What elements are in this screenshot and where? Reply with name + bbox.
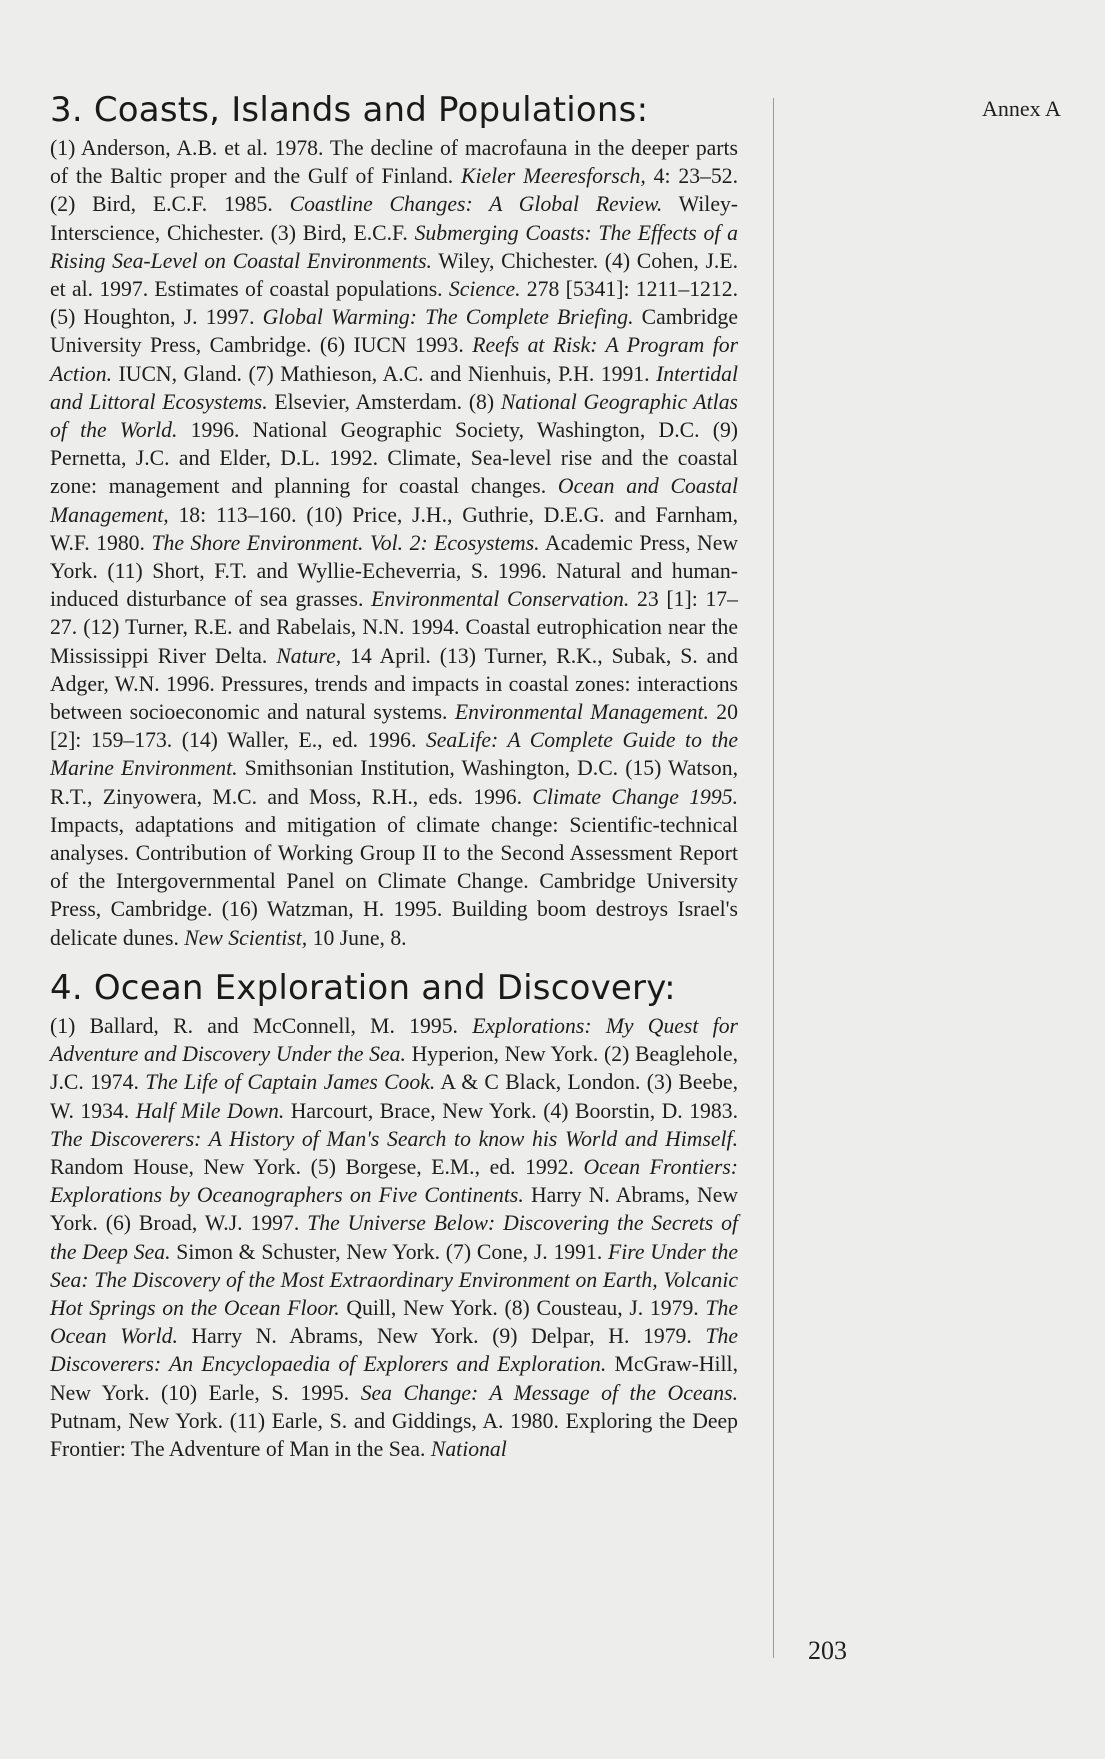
ref-text: 23 [1]: 17–27. (12) Turner, R.E. and Rabelais, N.N. 1994. Coastal eutrophication near the Mississippi River Delta.: [50, 587, 738, 668]
ref-text: Wiley-Interscience, Chichester. (3) Bird, E.C.F.: [50, 192, 739, 245]
references-ocean-exploration: [50, 1012, 738, 1463]
ref-text: 278 [5341]: 1211–1212. (5) Houghton, J. 1997.: [50, 277, 738, 330]
ref-text: 10 June, 8.: [307, 925, 407, 950]
ref-text: Impacts, adaptations and mitigation of climate change: Scientific-technical analyses. Contribution of Working Group II to the Second Assessment Report of the Intergovernmental Panel on Climate Change. Cambridge University Press, Cambridge. (16) Watzman, H. 1995. Building boom destroys Israel's delicate dunes.: [50, 812, 738, 950]
ref-title: Coastline Changes: A Global Review.: [289, 192, 663, 217]
ref-title: New Scientist,: [184, 925, 308, 950]
ref-text: (1) Anderson, A.B. et al. 1978. The decline of macrofauna in the deeper parts of the Baltic proper and the Gulf of Finland.: [50, 136, 738, 189]
ref-title: National Geographic Atlas of the World.: [50, 389, 738, 443]
ref-text: Harry N. Abrams, New York. (9) Delpar, H. 1979.: [177, 1324, 706, 1349]
ref-text: McGraw-Hill, New York. (10) Earle, S. 1995.: [50, 1352, 739, 1405]
ref-text: 4: 23–52. (2) Bird, E.C.F. 1985.: [50, 164, 738, 217]
ref-title: The Universe Below: Discovering the Secrets of the Deep Sea.: [50, 1211, 738, 1264]
ref-title: National: [430, 1436, 507, 1461]
ref-title: Global Warming: The Complete Briefing.: [262, 305, 634, 330]
page-number: 203: [808, 1636, 847, 1665]
section-heading-ocean-exploration: 4. Ocean Exploration and Discovery:: [50, 967, 676, 1008]
column-divider: [773, 98, 774, 1658]
running-header-annex: Annex A: [982, 96, 1061, 121]
ref-text: (1) Ballard, R. and McConnell, M. 1995.: [50, 1013, 473, 1038]
ref-title: The Ocean World.: [50, 1295, 738, 1349]
ref-title: Fire Under the Sea: The Discovery of the Most Extraordinary Environment on Earth, Volcanic Hot Springs on the Ocean Floor.: [50, 1239, 738, 1320]
ref-text: Harcourt, Brace, New York. (4) Boorstin, D. 1983.: [284, 1098, 738, 1123]
ref-text: Smithsonian Institution, Washington, D.C. (15) Watson, R.T., Zinyowera, M.C. and Moss, R.H., eds. 1996.: [50, 756, 738, 809]
ref-text: A & C Black, London. (3) Beebe, W. 1934.: [50, 1070, 738, 1123]
ref-title: Ocean Frontiers: Explorations by Oceanographers on Five Continents.: [50, 1154, 738, 1208]
ref-text: Harry N. Abrams, New York. (6) Broad, W.J. 1997.: [50, 1183, 739, 1236]
ref-title: Kieler Meeresforsch,: [461, 164, 646, 189]
ref-title: Reefs at Risk: A Program for Action.: [50, 333, 739, 386]
ref-title: The Life of Captain James Cook.: [145, 1070, 436, 1095]
ref-text: Cambridge University Press, Cambridge. (6) IUCN 1993.: [50, 305, 738, 358]
ref-text: 20 [2]: 159–173. (14) Waller, E., ed. 1996.: [50, 700, 738, 753]
ref-text: 1996. National Geographic Society, Washington, D.C. (9) Pernetta, J.C. and Elder, D.L. 1992. Climate, Sea-level rise and the coastal zone: management and planning for coastal changes.: [50, 418, 739, 499]
ref-text: Elsevier, Amsterdam. (8): [267, 389, 501, 414]
ref-title: Environmental Conservation.: [371, 587, 630, 612]
ref-title: Nature,: [276, 643, 342, 668]
ref-title: Ocean and Coastal Management,: [50, 474, 738, 527]
ref-title: Environmental Management.: [454, 700, 709, 725]
ref-text: Hyperion, New York. (2) Beaglehole, J.C. 1974.: [50, 1042, 738, 1095]
ref-title: SeaLife: A Complete Guide to the Marine Environment.: [50, 728, 738, 781]
ref-title: Half Mile Down.: [135, 1098, 285, 1123]
ref-title: Sea Change: A Message of the Oceans.: [360, 1380, 738, 1405]
section-heading-coasts: 3. Coasts, Islands and Populations:: [50, 90, 649, 130]
ref-title: Science.: [448, 277, 521, 302]
ref-text: Simon & Schuster, New York. (7) Cone, J. 1991.: [170, 1239, 609, 1264]
ref-text: IUCN, Gland. (7) Mathieson, A.C. and Nienhuis, P.H. 1991.: [112, 361, 657, 386]
references-coasts: [50, 134, 738, 952]
main-column: [50, 88, 738, 1463]
ref-text: Quill, New York. (8) Cousteau, J. 1979.: [339, 1295, 706, 1320]
ref-title: Submerging Coasts: The Effects of a Rising Sea-Level on Coastal Environments.: [50, 220, 738, 273]
ref-text: Putnam, New York. (11) Earle, S. and Giddings, A. 1980. Exploring the Deep Frontier: The Adventure of Man in the Sea.: [50, 1408, 738, 1461]
ref-title: Intertidal and Littoral Ecosystems.: [50, 361, 738, 414]
ref-title: The Shore Environment. Vol. 2: Ecosystems.: [151, 530, 540, 555]
ref-text: 14 April. (13) Turner, R.K., Subak, S. and Adger, W.N. 1996. Pressures, trends and impacts in coastal zones: interactions between socioeconomic and natural systems.: [50, 643, 738, 725]
ref-title: The Discoverers: A History of Man's Search to know his World and Himself.: [50, 1126, 738, 1151]
ref-text: Wiley, Chichester. (4) Cohen, J.E. et al. 1997. Estimates of coastal populations.: [50, 248, 739, 302]
ref-text: Academic Press, New York. (11) Short, F.T. and Wyllie-Echeverria, S. 1996. Natural and human-induced disturbance of sea grasses.: [50, 530, 738, 612]
ref-title: The Discoverers: An Encyclopaedia of Explorers and Exploration.: [50, 1324, 738, 1377]
ref-title: Explorations: My Quest for Adventure and Discovery Under the Sea.: [50, 1013, 738, 1067]
ref-title: Climate Change 1995.: [532, 784, 739, 809]
ref-text: 18: 113–160. (10) Price, J.H., Guthrie, D.E.G. and Farnham, W.F. 1980.: [50, 502, 738, 555]
ref-text: Random House, New York. (5) Borgese, E.M., ed. 1992.: [50, 1154, 584, 1179]
